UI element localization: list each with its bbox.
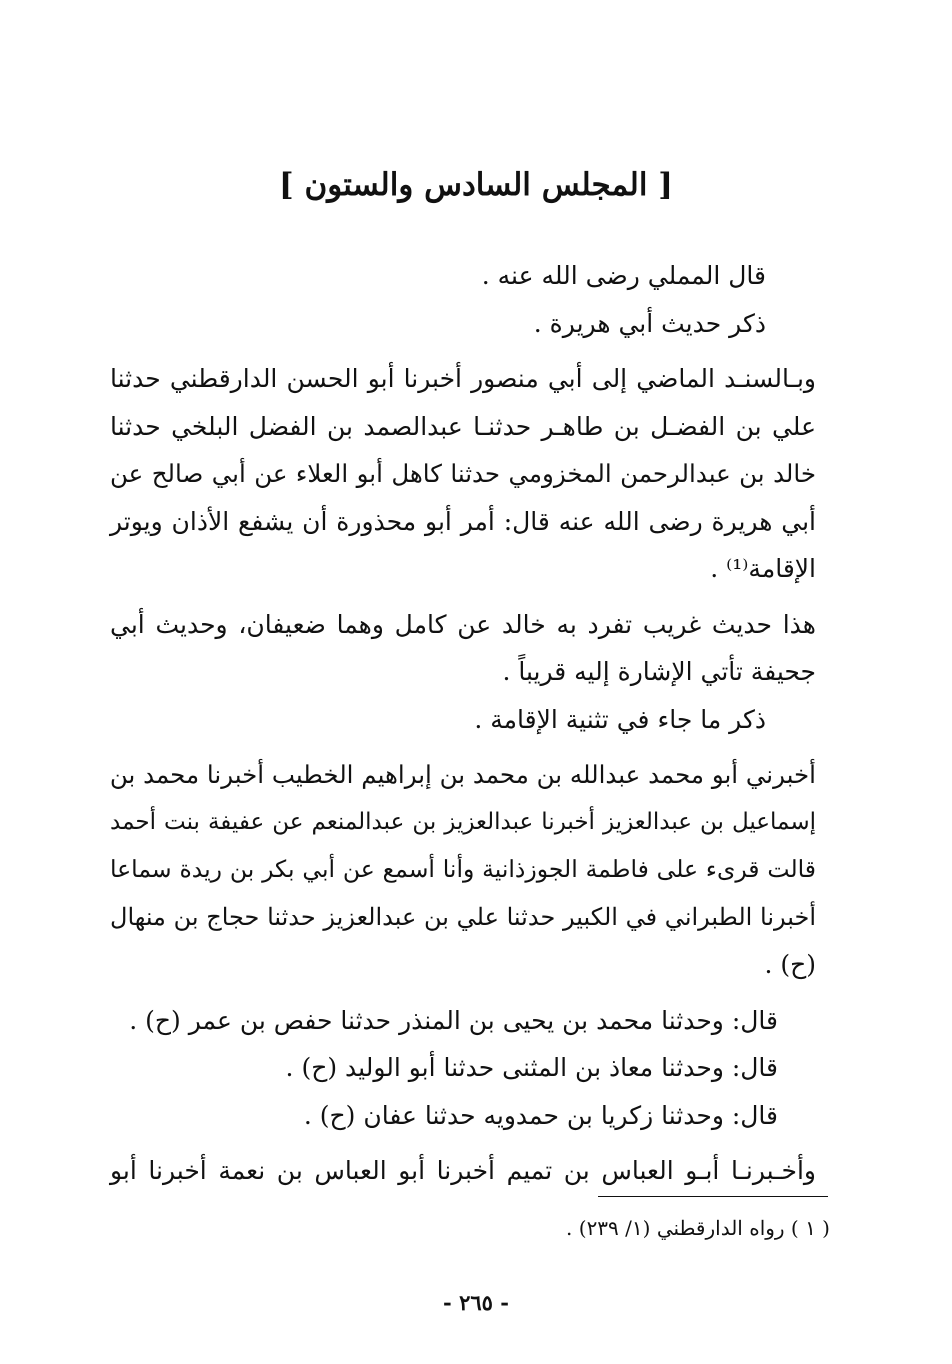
text-line: قال: وحدثنا محمد بن يحيى بن المنذر حدثنا حفص بن عمر (ح) . — [129, 1005, 778, 1035]
page-number: - ٢٦٥ - — [443, 1290, 509, 1315]
text-line: قال المملي رضى الله عنه . — [481, 261, 766, 290]
text-line: قال: وحدثنا زكريا بن حمدويه حدثنا عفان (ح) . — [303, 1100, 778, 1130]
text-line: خالد بن عبدالرحمن المخزومي حدثنا كاهل أبو العلاء عن أبي صالح عن — [110, 459, 816, 488]
text-line: أبي هريرة رضى الله عنه قال: أمر أبو محذورة أن يشفع الأذان ويوتر — [110, 506, 816, 536]
text-line: علي بن الفضـل بن طاهـر حدثنـا عبدالصمد بن الفضل البلخي حدثنا — [110, 411, 816, 441]
text-line: ذكر حديث أبي هريرة . — [533, 308, 766, 338]
text-line: إسماعيل بن عبدالعزيز أخبرنا عبدالعزيز بن عبدالمنعم عن عفيفة بنت أحمد — [110, 808, 816, 835]
text-line: وبـالسنـد الماضي إلى أبي منصور أخبرنا أبو الحسن الدارقطني حدثنا — [110, 364, 816, 393]
text-line: (ح) . — [764, 950, 816, 979]
body-text — [110, 252, 816, 1195]
text-line: الإقامة⁽¹⁾ . — [710, 554, 816, 583]
text-line: هذا حديث غريب تفرد به خالد عن كامل وهما ضعيفان، وحديث أبي — [110, 609, 816, 639]
footnote: ( ١ ) رواه الدارقطني (١/ ٢٣٩) . — [566, 1216, 830, 1240]
text-line: أخبرنا الطبراني في الكبير حدثنا علي بن عبدالعزيز حدثنا حجاج بن منهال — [110, 902, 816, 931]
text-line: جحيفة تأتي الإشارة إليه قريباً . — [502, 657, 816, 686]
page-title: [ المجلس السادس والستون ] — [279, 167, 673, 203]
text-line: وأخـبرنـا أبـو العباس بن تميم أخبرنا أبو العباس بن نعمة أخبرنا أبو — [110, 1156, 816, 1185]
footnote-divider — [598, 1196, 828, 1197]
text-line: قال: وحدثنا معاذ بن المثنى حدثنا أبو الوليد (ح) . — [285, 1053, 778, 1082]
text-line: أخبرني أبو محمد عبدالله بن محمد بن إبراهيم الخطيب أخبرنا محمد بن — [109, 760, 816, 789]
text-line: قالت قرىء على فاطمة الجوزذانية وأنا أسمع عن أبي بكر بن ريدة سماعا — [110, 855, 816, 883]
text-line: ذكر ما جاء في تثنية الإقامة . — [474, 704, 766, 734]
